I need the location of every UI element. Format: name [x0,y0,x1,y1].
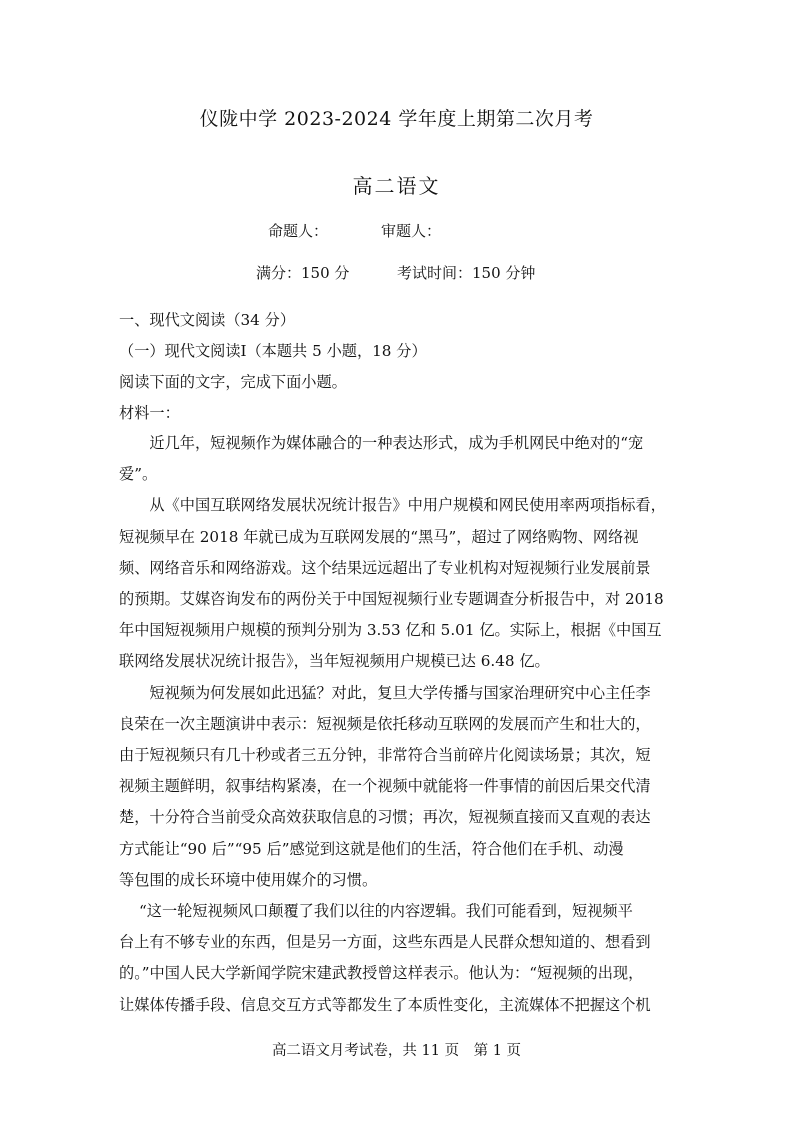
passage-line: 楚，十分符合当前受众高效获取信息的习惯；再次，短视频直接而又直观的表达 [119,808,651,827]
passage-line: 由于短视频只有几十秒或者三五分钟，非常符合当前碎片化阅读场景；其次，短 [119,746,651,764]
full-score: 满分：150 分 [256,264,350,282]
section-heading: 一、现代文阅读（34 分） [119,311,296,329]
passage-line: 联网络发展状况统计报告》，当年短视频用户规模已达 6.48 亿。 [119,652,550,671]
passage-line: 爱”。 [119,465,158,484]
passage-line: 让媒体传播手段、信息交互方式等都发生了本质性变化，主流媒体不把握这个机 [119,995,651,1014]
section-subheading: （一）现代文阅读Ⅰ（本题共 5 小题，18 分） [119,342,427,360]
passage-line: 从《中国互联网络发展状况统计报告》中用户规模和网民使用率两项指标看， [119,496,666,515]
passage-line: 年中国短视频用户规模的预判分别为 3.53 亿和 5.01 亿。实际上，根据《中国互 [119,621,662,640]
subject-title: 高二语文 [352,174,441,198]
material-label: 材料一： [119,404,180,422]
exam-time: 考试时间：150 分钟 [397,264,536,282]
passage-line: 台上有不够专业的东西，但是另一方面，这些东西是人民群众想知道的、想看到 [119,933,651,952]
reading-instruction: 阅读下面的文字，完成下面小题。 [119,373,347,391]
passage-line: 等包围的成长环境中使用媒介的习惯。 [119,870,378,889]
passage-line: 短视频为何发展如此迅猛？对此，复旦大学传播与国家治理研究中心主任李 [119,683,651,702]
passage-line: 短视频早在 2018 年就已成为互联网发展的“黑马”，超过了网络购物、网络视 [119,527,639,546]
passage-line: 频、网络音乐和网络游戏。这个结果远远超出了专业机构对短视频行业发展前景 [119,558,651,577]
author-label: 命题人： [268,222,329,240]
passage-line: 的。”中国人民大学新闻学院宋建武教授曾这样表示。他认为：“短视频的出现， [119,964,644,983]
passage-line: 视频主题鲜明，叙事结构紧凑，在一个视频中就能将一件事情的前因后果交代清 [119,777,651,796]
passage-line: 近几年，短视频作为媒体融合的一种表达形式，成为手机网民中绝对的“宠 [119,434,644,452]
reviewer-label: 审题人： [381,222,442,240]
page-footer: 高二语文月考试卷，共 11 页 第 1 页 [271,1043,522,1059]
passage-line: “这一轮短视频风口颠覆了我们以往的内容逻辑。我们可能看到，短视频平 [119,902,633,920]
passage-line: 方式能让“90 后”“95 后”感觉到这就是他们的生活，符合他们在手机、动漫 [119,839,624,858]
passage-line: 的预期。艾媒咨询发布的两份关于中国短视频行业专题调查分析报告中，对 2018 [119,590,664,608]
exam-title: 仪陇中学 2023-2024 学年度上期第二次月考 [199,108,594,130]
passage-line: 良荣在一次主题演讲中表示：短视频是依托移动互联网的发展而产生和壮大的， [119,714,651,733]
